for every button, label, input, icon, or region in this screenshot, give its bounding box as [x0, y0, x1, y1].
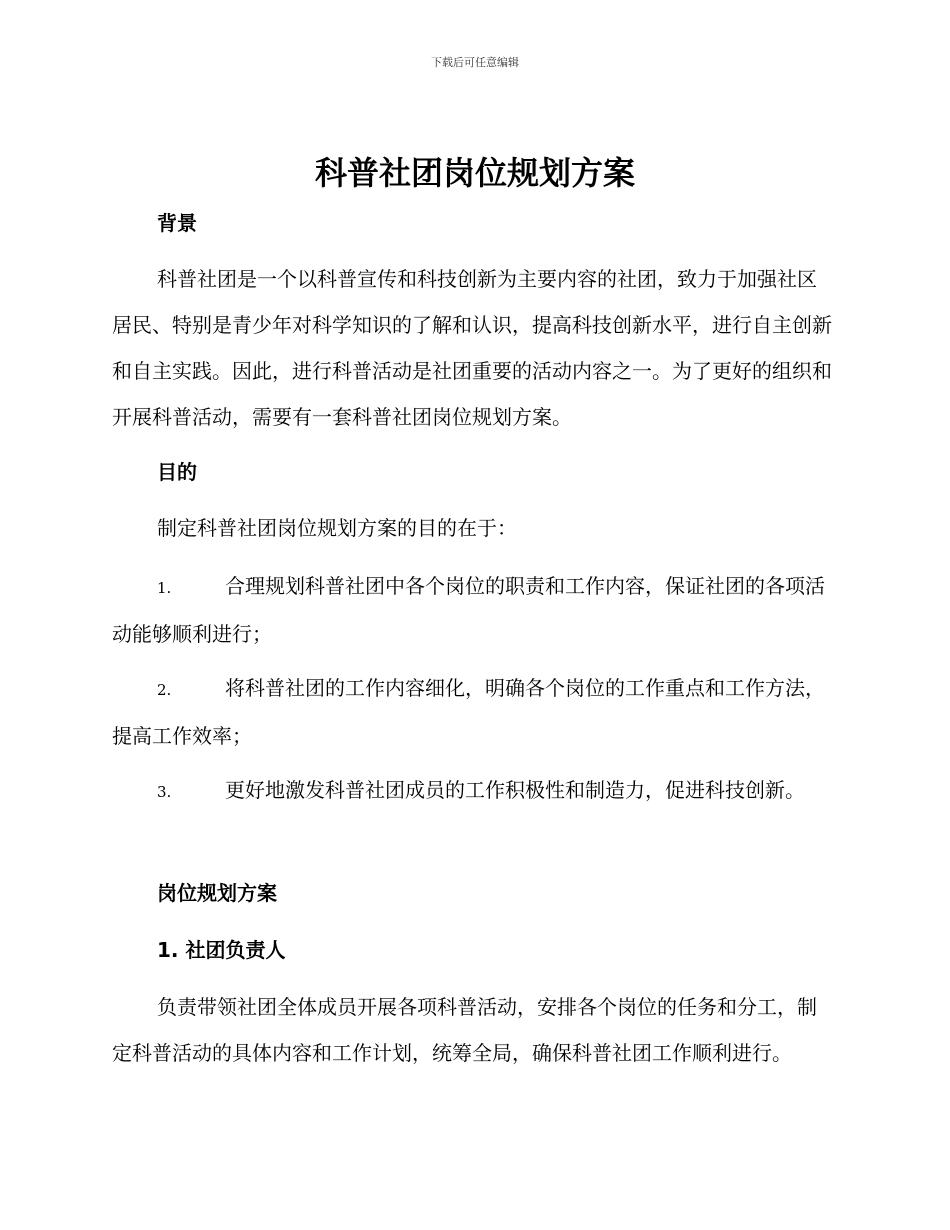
list-text: 更好地激发科普社团成员的工作积极性和制造力，促进科技创新。 [225, 778, 805, 802]
leader-paragraph [112, 984, 832, 1076]
section-heading-plan: 岗位规划方案 [157, 881, 277, 905]
section-heading-purpose: 目的 [157, 460, 197, 484]
paragraph-text: 制定科普社团岗位规划方案的目的在于： [157, 516, 517, 540]
section-heading-background: 背景 [157, 211, 197, 235]
list-item [112, 563, 832, 657]
list-number: 3. [157, 783, 172, 801]
document-title: 科普社团岗位规划方案 [314, 154, 635, 192]
list-number: 2. [157, 681, 172, 699]
paragraph-text: 负责带领社团全体成员开展各项科普活动，安排各个岗位的任务和分工，制定科普活动的具体内容和工作计划，统筹全局，确保科普社团工作顺利进行。 [112, 995, 817, 1065]
list-item [112, 665, 832, 759]
header-note: 下载后可任意编辑 [431, 56, 519, 69]
background-paragraph [112, 256, 832, 440]
subsection-heading-leader: 1. 社团负责人 [157, 938, 286, 962]
purpose-intro [112, 505, 832, 551]
paragraph-text: 科普社团是一个以科普宣传和科技创新为主要内容的社团，致力于加强社区居民、特别是青少年对科学知识的了解和认识，提高科技创新水平，进行自主创新和自主实践。因此，进行科普活动是社团重要的活动内容之一。为了更好的组织和开展科普活动，需要有一套科普社团岗位规划方案。 [112, 267, 832, 429]
list-number: 1. [157, 579, 172, 597]
list-text: 将科普社团的工作内容细化，明确各个岗位的工作重点和工作方法，提高工作效率； [112, 676, 825, 748]
list-item [112, 767, 832, 815]
list-text: 合理规划科普社团中各个岗位的职责和工作内容，保证社团的各项活动能够顺利进行； [112, 574, 825, 646]
